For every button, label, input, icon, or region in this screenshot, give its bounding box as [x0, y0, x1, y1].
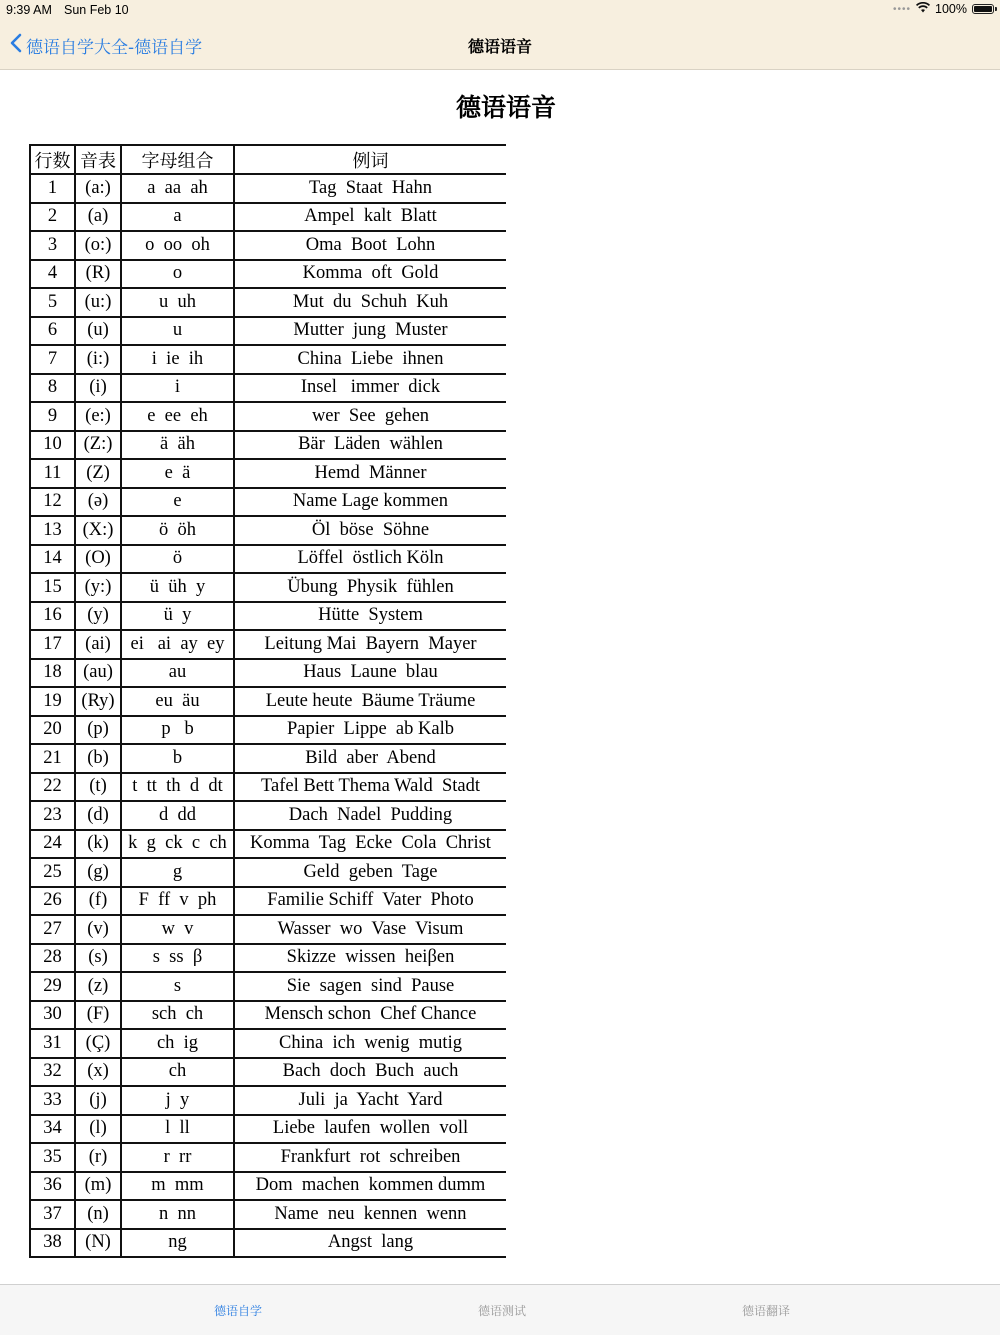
table-row: [30, 488, 506, 517]
row-number-cell: 9: [30, 402, 75, 431]
examples-cell: Löffel östlich Köln: [234, 545, 506, 574]
table-row: [30, 744, 506, 773]
phonetic-cell: (i): [75, 374, 121, 403]
phonetic-cell: (p): [75, 716, 121, 745]
table-body: [30, 174, 506, 1257]
row-number-cell: 12: [30, 488, 75, 517]
table-row: [30, 1029, 506, 1058]
row-number-cell: 20: [30, 716, 75, 745]
examples-cell: Leute heute Bäume Träume: [234, 687, 506, 716]
table-row: [30, 1001, 506, 1030]
phonetic-cell: (j): [75, 1086, 121, 1115]
letters-cell: ü üh y: [121, 573, 234, 602]
letters-cell: d dd: [121, 801, 234, 830]
phonetic-cell: (t): [75, 773, 121, 802]
letters-cell: a aa ah: [121, 174, 234, 203]
letters-cell: j y: [121, 1086, 234, 1115]
phonetic-cell: (i:): [75, 345, 121, 374]
table-row: [30, 203, 506, 232]
phonetic-cell: (e:): [75, 402, 121, 431]
phonetic-cell: (z): [75, 972, 121, 1001]
letters-cell: u uh: [121, 288, 234, 317]
phonetic-cell: (x): [75, 1058, 121, 1087]
battery-icon: [972, 4, 994, 14]
phonetic-cell: (X:): [75, 516, 121, 545]
phonetic-cell: (d): [75, 801, 121, 830]
header-row-number: 行数: [30, 145, 75, 174]
letters-cell: u: [121, 317, 234, 346]
row-number-cell: 15: [30, 573, 75, 602]
examples-cell: Übung Physik fühlen: [234, 573, 506, 602]
row-number-cell: 19: [30, 687, 75, 716]
letters-cell: m mm: [121, 1172, 234, 1201]
examples-cell: China Liebe ihnen: [234, 345, 506, 374]
examples-cell: Wasser wo Vase Visum: [234, 915, 506, 944]
row-number-cell: 24: [30, 830, 75, 859]
examples-cell: Insel immer dick: [234, 374, 506, 403]
examples-cell: Hütte System: [234, 602, 506, 631]
examples-cell: Komma oft Gold: [234, 260, 506, 289]
row-number-cell: 8: [30, 374, 75, 403]
status-bar: [0, 0, 1000, 22]
row-number-cell: 17: [30, 630, 75, 659]
phonetic-cell: (Ry): [75, 687, 121, 716]
letters-cell: ö: [121, 545, 234, 574]
row-number-cell: 27: [30, 915, 75, 944]
tab-test[interactable]: 德语测试: [477, 1304, 526, 1318]
letters-cell: au: [121, 659, 234, 688]
table-row: [30, 174, 506, 203]
letters-cell: F ff v ph: [121, 887, 234, 916]
back-button-label: 德语自学大全-德语自学: [26, 37, 203, 58]
table-row: [30, 972, 506, 1001]
row-number-cell: 4: [30, 260, 75, 289]
table-row: [30, 317, 506, 346]
examples-cell: Öl böse Söhne: [234, 516, 506, 545]
phonetic-cell: (y): [75, 602, 121, 631]
letters-cell: ä äh: [121, 431, 234, 460]
letters-cell: l ll: [121, 1115, 234, 1144]
examples-cell: Hemd Männer: [234, 459, 506, 488]
phonetic-cell: (Ç): [75, 1029, 121, 1058]
table-row: [30, 687, 506, 716]
row-number-cell: 25: [30, 858, 75, 887]
examples-cell: Tag Staat Hahn: [234, 174, 506, 203]
table-scroll-area[interactable]: [29, 144, 506, 1284]
phonetic-cell: (l): [75, 1115, 121, 1144]
phonetic-cell: (au): [75, 659, 121, 688]
examples-cell: Bär Läden wählen: [234, 431, 506, 460]
letters-cell: k g ck c ch: [121, 830, 234, 859]
tab-bar: [0, 1284, 1000, 1335]
examples-cell: Tafel Bett Thema Wald Stadt: [234, 773, 506, 802]
letters-cell: ü y: [121, 602, 234, 631]
row-number-cell: 16: [30, 602, 75, 631]
letters-cell: ch ig: [121, 1029, 234, 1058]
row-number-cell: 3: [30, 231, 75, 260]
row-number-cell: 29: [30, 972, 75, 1001]
examples-cell: Frankfurt rot schreiben: [234, 1143, 506, 1172]
row-number-cell: 28: [30, 944, 75, 973]
nav-title: 德语语音: [467, 37, 532, 56]
header-phonetic: 音表: [75, 145, 121, 174]
phonetic-cell: (k): [75, 830, 121, 859]
row-number-cell: 31: [30, 1029, 75, 1058]
row-number-cell: 1: [30, 174, 75, 203]
wifi-icon: [916, 2, 930, 16]
examples-cell: Juli ja Yacht Yard: [234, 1086, 506, 1115]
phonetic-cell: (v): [75, 915, 121, 944]
tab-self-study[interactable]: 德语自学: [213, 1304, 262, 1318]
phonetic-cell: (o:): [75, 231, 121, 260]
letters-cell: e ä: [121, 459, 234, 488]
examples-cell: Familie Schiff Vater Photo: [234, 887, 506, 916]
phonetic-cell: (Z:): [75, 431, 121, 460]
letters-cell: eu äu: [121, 687, 234, 716]
table-row: [30, 1172, 506, 1201]
row-number-cell: 6: [30, 317, 75, 346]
table-row: [30, 944, 506, 973]
signal-dots-icon: ••••: [893, 3, 912, 15]
examples-cell: Dom machen kommen dumm: [234, 1172, 506, 1201]
phonetic-cell: (a): [75, 203, 121, 232]
letters-cell: s ss β: [121, 944, 234, 973]
examples-cell: Ampel kalt Blatt: [234, 203, 506, 232]
header-letters: 字母组合: [121, 145, 234, 174]
row-number-cell: 7: [30, 345, 75, 374]
examples-cell: Oma Boot Lohn: [234, 231, 506, 260]
examples-cell: Name neu kennen wenn: [234, 1200, 506, 1229]
row-number-cell: 26: [30, 887, 75, 916]
phonetic-cell: (ə): [75, 488, 121, 517]
letters-cell: ng: [121, 1229, 234, 1258]
letters-cell: n nn: [121, 1200, 234, 1229]
examples-cell: Dach Nadel Pudding: [234, 801, 506, 830]
examples-cell: Mensch schon Chef Chance: [234, 1001, 506, 1030]
phonetic-cell: (F): [75, 1001, 121, 1030]
phonetic-cell: (r): [75, 1143, 121, 1172]
letters-cell: ch: [121, 1058, 234, 1087]
examples-cell: China ich wenig mutig: [234, 1029, 506, 1058]
row-number-cell: 38: [30, 1229, 75, 1258]
row-number-cell: 23: [30, 801, 75, 830]
status-date: Sun Feb 10: [64, 3, 129, 17]
phonetic-cell: (b): [75, 744, 121, 773]
examples-cell: Angst lang: [234, 1229, 506, 1258]
table-row: [30, 1115, 506, 1144]
row-number-cell: 18: [30, 659, 75, 688]
examples-cell: Komma Tag Ecke Cola Christ: [234, 830, 506, 859]
examples-cell: Liebe laufen wollen voll: [234, 1115, 506, 1144]
row-number-cell: 36: [30, 1172, 75, 1201]
letters-cell: r rr: [121, 1143, 234, 1172]
row-number-cell: 33: [30, 1086, 75, 1115]
table-row: [30, 231, 506, 260]
phonetic-cell: (m): [75, 1172, 121, 1201]
row-number-cell: 11: [30, 459, 75, 488]
letters-cell: ö öh: [121, 516, 234, 545]
phonetic-cell: (f): [75, 887, 121, 916]
table-row: [30, 1143, 506, 1172]
letters-cell: i ie ih: [121, 345, 234, 374]
phonetic-cell: (Z): [75, 459, 121, 488]
header-examples: 例词: [234, 145, 506, 174]
letters-cell: b: [121, 744, 234, 773]
table-row: [30, 1229, 506, 1258]
table-row: [30, 1086, 506, 1115]
table-row: [30, 887, 506, 916]
examples-cell: Mut du Schuh Kuh: [234, 288, 506, 317]
row-number-cell: 21: [30, 744, 75, 773]
table-row: [30, 602, 506, 631]
battery-percent: 100%: [935, 2, 967, 16]
examples-cell: Sie sagen sind Pause: [234, 972, 506, 1001]
phonetic-cell: (g): [75, 858, 121, 887]
table-row: [30, 773, 506, 802]
table-row: [30, 630, 506, 659]
examples-cell: Skizze wissen heiβen: [234, 944, 506, 973]
row-number-cell: 22: [30, 773, 75, 802]
letters-cell: ei ai ay ey: [121, 630, 234, 659]
table-row: [30, 659, 506, 688]
table-row: [30, 260, 506, 289]
phonetic-cell: (n): [75, 1200, 121, 1229]
table-row: [30, 374, 506, 403]
table-row: [30, 288, 506, 317]
examples-cell: Geld geben Tage: [234, 858, 506, 887]
row-number-cell: 5: [30, 288, 75, 317]
examples-cell: Bild aber Abend: [234, 744, 506, 773]
letters-cell: sch ch: [121, 1001, 234, 1030]
examples-cell: wer See gehen: [234, 402, 506, 431]
letters-cell: a: [121, 203, 234, 232]
phonetic-cell: (N): [75, 1229, 121, 1258]
examples-cell: Haus Laune blau: [234, 659, 506, 688]
phonetic-cell: (a:): [75, 174, 121, 203]
phonetic-cell: (R): [75, 260, 121, 289]
letters-cell: o oo oh: [121, 231, 234, 260]
tab-translate[interactable]: 德语翻译: [741, 1304, 790, 1318]
table-row: [30, 545, 506, 574]
table-row: [30, 1058, 506, 1087]
row-number-cell: 34: [30, 1115, 75, 1144]
examples-cell: Mutter jung Muster: [234, 317, 506, 346]
letters-cell: g: [121, 858, 234, 887]
examples-cell: Leitung Mai Bayern Mayer: [234, 630, 506, 659]
examples-cell: Papier Lippe ab Kalb: [234, 716, 506, 745]
phonetic-cell: (u): [75, 317, 121, 346]
table-row: [30, 459, 506, 488]
table-row: [30, 573, 506, 602]
row-number-cell: 37: [30, 1200, 75, 1229]
table-row: [30, 516, 506, 545]
status-time: 9:39 AM: [6, 3, 52, 17]
pronunciation-table: [29, 144, 506, 1258]
table-row: [30, 858, 506, 887]
examples-cell: Name Lage kommen: [234, 488, 506, 517]
row-number-cell: 30: [30, 1001, 75, 1030]
letters-cell: w v: [121, 915, 234, 944]
row-number-cell: 13: [30, 516, 75, 545]
table-row: [30, 716, 506, 745]
table-row: [30, 1200, 506, 1229]
phonetic-cell: (y:): [75, 573, 121, 602]
status-right: [893, 2, 994, 16]
letters-cell: e ee eh: [121, 402, 234, 431]
table-row: [30, 402, 506, 431]
letters-cell: e: [121, 488, 234, 517]
phonetic-cell: (ai): [75, 630, 121, 659]
phonetic-cell: (u:): [75, 288, 121, 317]
phonetic-cell: (O): [75, 545, 121, 574]
row-number-cell: 14: [30, 545, 75, 574]
phonetic-cell: (s): [75, 944, 121, 973]
table-row: [30, 345, 506, 374]
examples-cell: Bach doch Buch auch: [234, 1058, 506, 1087]
letters-cell: i: [121, 374, 234, 403]
letters-cell: t tt th d dt: [121, 773, 234, 802]
page-heading: 德语语音: [455, 93, 556, 122]
navigation-bar: [0, 22, 1000, 70]
table-row: [30, 431, 506, 460]
row-number-cell: 32: [30, 1058, 75, 1087]
table-header-row: [30, 145, 506, 174]
row-number-cell: 10: [30, 431, 75, 460]
table-row: [30, 830, 506, 859]
letters-cell: p b: [121, 716, 234, 745]
table-row: [30, 801, 506, 830]
row-number-cell: 2: [30, 203, 75, 232]
table-row: [30, 915, 506, 944]
letters-cell: o: [121, 260, 234, 289]
row-number-cell: 35: [30, 1143, 75, 1172]
letters-cell: s: [121, 972, 234, 1001]
